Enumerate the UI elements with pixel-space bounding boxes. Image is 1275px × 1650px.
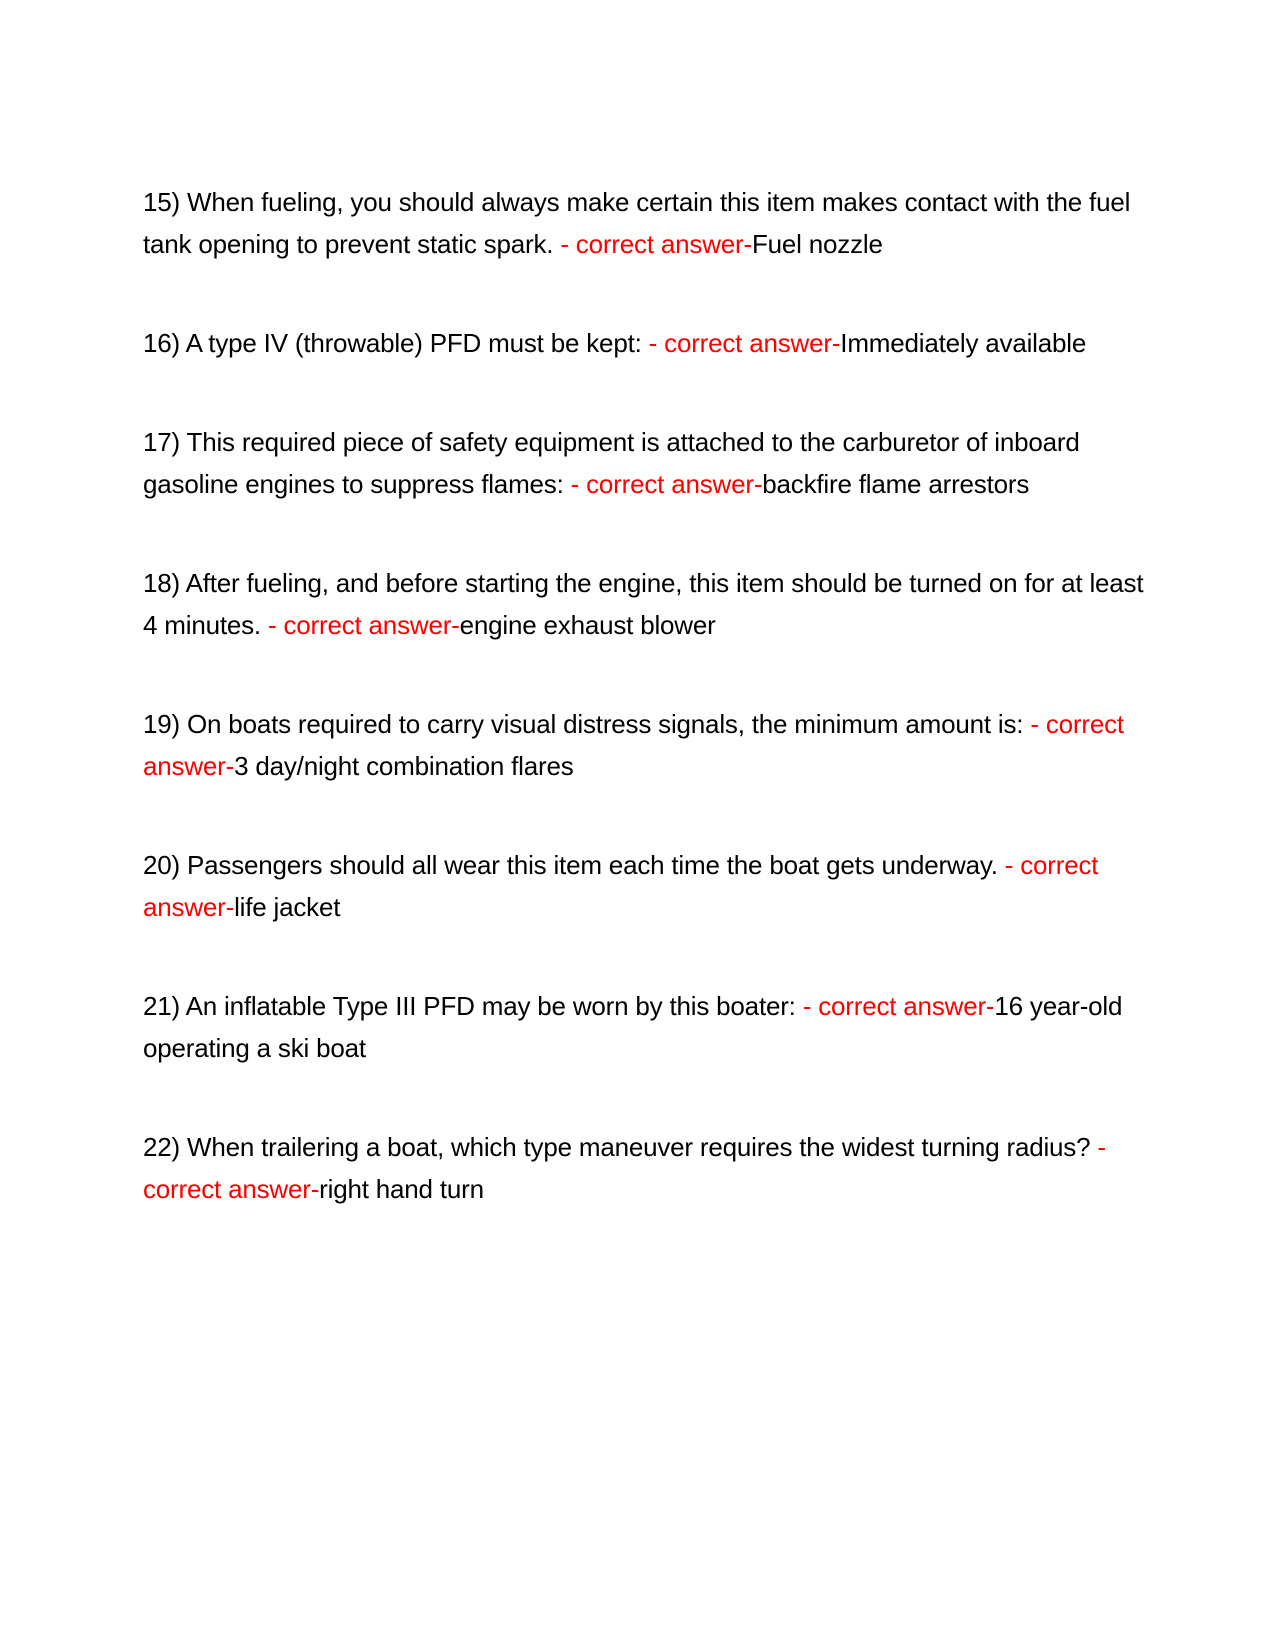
answer-text: 16 year-old operating a ski boat <box>143 991 1123 1063</box>
question-item <box>143 562 1145 646</box>
questions-container <box>143 181 1145 1210</box>
answer-text: engine exhaust blower <box>459 610 716 640</box>
correct-answer-marker: - correct answer- <box>570 469 763 499</box>
question-text: 16) A type IV (throwable) PFD must be kept: <box>143 328 649 358</box>
correct-answer-marker: - correct answer- <box>648 328 841 358</box>
answer-text: 3 day/night combination flares <box>234 751 574 781</box>
question-text: 17) This required piece of safety equipment is attached to the carburetor of inboard gasoline engines to suppress flames: <box>143 427 1080 499</box>
question-text: 18) After fueling, and before starting the engine, this item should be turned on for at least 4 minutes. <box>143 568 1144 640</box>
answer-text: Fuel nozzle <box>751 229 883 259</box>
answer-text: Immediately available <box>840 328 1087 358</box>
correct-answer-marker: - correct answer- <box>267 610 460 640</box>
correct-answer-marker: - correct answer- <box>143 709 1124 781</box>
correct-answer-marker: - correct answer- <box>802 991 995 1021</box>
answer-text: life jacket <box>234 892 341 922</box>
question-item <box>143 421 1145 505</box>
answer-text: right hand turn <box>319 1174 484 1204</box>
question-text: 21) An inflatable Type III PFD may be worn by this boater: <box>143 991 803 1021</box>
question-item <box>143 703 1145 787</box>
question-text: 15) When fueling, you should always make certain this item makes contact with the fuel tank opening to prevent static spark. <box>143 187 1131 259</box>
question-item <box>143 985 1145 1069</box>
question-text: 22) When trailering a boat, which type maneuver requires the widest turning radius? <box>143 1132 1098 1162</box>
question-item <box>143 181 1145 265</box>
question-text: 19) On boats required to carry visual distress signals, the minimum amount is: <box>143 709 1031 739</box>
question-item <box>143 1126 1145 1210</box>
correct-answer-marker: - correct answer- <box>560 229 752 259</box>
question-item <box>143 322 1145 364</box>
correct-answer-marker: - correct answer- <box>143 1132 1106 1204</box>
correct-answer-marker: - correct answer- <box>143 850 1099 922</box>
question-item <box>143 844 1145 928</box>
question-text: 20) Passengers should all wear this item each time the boat gets underway. <box>143 850 1005 880</box>
answer-text: backfire flame arrestors <box>762 469 1030 499</box>
